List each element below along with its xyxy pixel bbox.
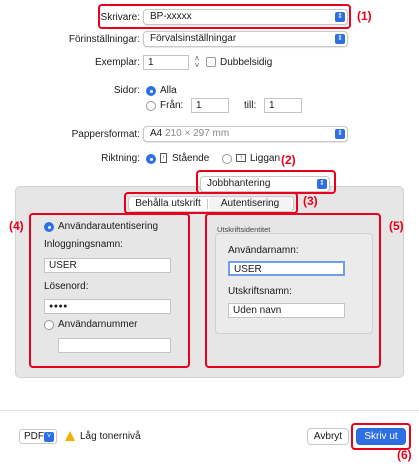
copies-label: Exemplar: bbox=[94, 57, 140, 68]
warning-text: Låg tonernivå bbox=[80, 431, 141, 442]
chevron-up-icon: ˄ bbox=[194, 54, 200, 63]
pages-range-radio[interactable] bbox=[146, 101, 156, 111]
orientation-portrait-radio[interactable] bbox=[146, 154, 156, 164]
printer-label: Skrivare: bbox=[100, 12, 140, 23]
pages-label: Sidor: bbox=[113, 85, 140, 96]
paper-size: 210 × 297 mm bbox=[165, 128, 230, 139]
callout-3: (3) bbox=[303, 194, 318, 208]
warning-icon bbox=[65, 431, 75, 441]
user-auth-label: Användarautentisering bbox=[58, 221, 159, 232]
duplex-label: Dubbelsidig bbox=[220, 57, 273, 68]
pages-to-label: till: bbox=[244, 100, 257, 111]
callout-5: (5) bbox=[389, 219, 404, 233]
section-value: Jobbhantering bbox=[207, 178, 271, 189]
user-auth-radio[interactable] bbox=[44, 222, 54, 232]
chevron-down-icon: ˅ bbox=[194, 61, 200, 70]
presets-value: Förvalsinställningar bbox=[150, 33, 237, 44]
pages-all-label: Alla bbox=[160, 85, 177, 96]
printname-label: Utskriftsnamn: bbox=[228, 286, 292, 297]
password-input[interactable]: ●●●● bbox=[44, 299, 171, 314]
pages-from-label: Från: bbox=[160, 100, 184, 111]
callout-box-6 bbox=[351, 423, 411, 450]
copies-input[interactable]: 1 bbox=[143, 55, 189, 70]
paper-select[interactable] bbox=[143, 126, 348, 142]
printname-input[interactable]: Uden navn bbox=[228, 303, 345, 318]
printer-value: BP-xxxxx bbox=[150, 11, 192, 22]
chevron-updown-icon: ⇕ bbox=[335, 12, 345, 22]
copies-stepper[interactable] bbox=[192, 55, 202, 70]
callout-box-2 bbox=[196, 170, 336, 194]
orientation-landscape-label: Liggan bbox=[250, 153, 281, 164]
chevron-updown-icon: ⇕ bbox=[335, 129, 345, 139]
portrait-icon: ↑ bbox=[162, 155, 165, 161]
pdf-label: PDF bbox=[24, 431, 44, 442]
login-input[interactable]: USER bbox=[44, 258, 171, 273]
tab-authentication[interactable]: Autentisering bbox=[209, 197, 291, 211]
user-number-input[interactable] bbox=[58, 338, 171, 353]
chevron-updown-icon: ⇕ bbox=[317, 179, 327, 189]
footer-divider bbox=[0, 410, 419, 411]
user-number-label: Användarnummer bbox=[58, 319, 138, 330]
presets-label: Förinställningar: bbox=[68, 34, 140, 45]
password-label: Lösenord: bbox=[44, 281, 89, 292]
pages-all-radio[interactable] bbox=[146, 86, 156, 96]
username-label: Användarnamn: bbox=[228, 245, 299, 256]
callout-1: (1) bbox=[357, 9, 372, 23]
callout-box-3 bbox=[124, 192, 298, 214]
paper-label: Pappersformat: bbox=[71, 129, 140, 140]
chevron-down-icon: ˅ bbox=[44, 432, 54, 442]
callout-6: (6) bbox=[397, 448, 412, 462]
presets-select[interactable] bbox=[143, 31, 348, 47]
paper-value: A4 bbox=[150, 128, 163, 139]
chevron-updown-icon: ⇕ bbox=[335, 34, 345, 44]
callout-4: (4) bbox=[9, 219, 24, 233]
duplex-checkbox[interactable] bbox=[206, 57, 216, 67]
pdf-menu-button[interactable] bbox=[19, 429, 57, 444]
callout-2: (2) bbox=[281, 153, 296, 167]
username-input[interactable]: USER bbox=[228, 261, 345, 276]
pages-to-input[interactable]: 1 bbox=[264, 98, 302, 113]
print-button[interactable]: Skriv ut bbox=[356, 428, 406, 445]
user-number-radio[interactable] bbox=[44, 320, 54, 330]
orientation-portrait-label: Stående bbox=[172, 153, 210, 164]
callout-box-1 bbox=[98, 4, 351, 29]
cancel-button[interactable]: Avbryt bbox=[307, 428, 349, 445]
identity-group-label: Utskriftsidentitet bbox=[217, 225, 271, 234]
orientation-landscape-radio[interactable] bbox=[222, 154, 232, 164]
pages-from-input[interactable]: 1 bbox=[191, 98, 229, 113]
tab-hold-print[interactable]: Behålla utskrift bbox=[135, 198, 201, 209]
landscape-icon: ↑ bbox=[236, 154, 246, 162]
login-label: Inloggningsnamn: bbox=[44, 239, 123, 250]
orientation-label: Riktning: bbox=[101, 153, 140, 164]
